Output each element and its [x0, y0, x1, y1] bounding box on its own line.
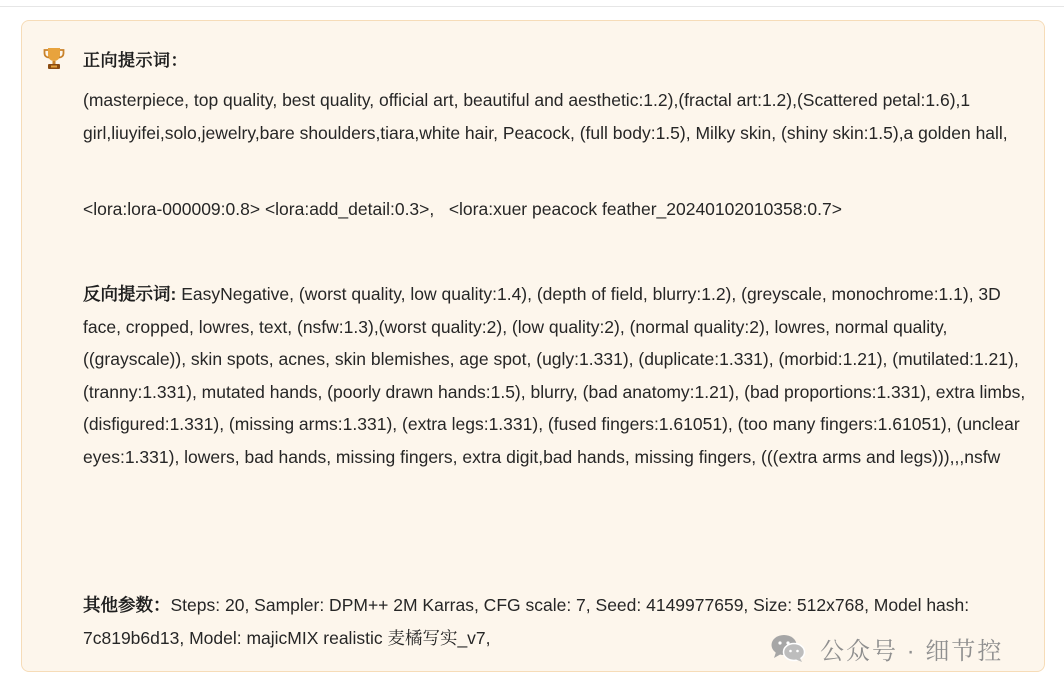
positive-prompt-header — [43, 45, 188, 71]
positive-prompt-title: 正向提示词： — [83, 50, 188, 70]
negative-prompt-text: EasyNegative, (worst quality, low quality:1.4), (depth of field, blurry:1.2), (greyscale, monochrome:1.1), 3D face, cropped, lowres, text, (nsfw:1.3),(worst quality:2), (low quality:2), (normal quality:2), lowres, normal quality, ((grayscale)), skin spots, acnes, skin blemishes, age spot, (ugly:1.331), (duplicate:1.331), (morbid:1.21), (mutilated:1.21), (tranny:1.331), mutated hands, (poorly drawn hands:1.5), blurry, (bad anatomy:1.21), (bad proportions:1.331), extra limbs, (disfigured:1.331), (missing arms:1.331), (extra legs:1.331), (fused fingers:1.61051), (too many fingers:1.61051), (unclear eyes:1.331), lowers, bad hands, missing fingers, extra digit,bad hands, missing fingers, (((extra arms and legs))),,,nsfw — [83, 284, 1026, 467]
top-divider — [0, 0, 1064, 7]
params-label: 其他参数： — [83, 595, 171, 615]
params-text: Steps: 20, Sampler: DPM++ 2M Karras, CFG scale: 7, Seed: 4149977659, Size: 512x768, Model hash: 7c819b6d13, Model: majicMIX realistic 麦橘写实_v7, — [83, 595, 970, 648]
lora-text: <lora:lora-000009:0.8> <lora:add_detail:0.3>, <lora:xuer peacock feather_20240102010358:0.7> — [83, 199, 842, 219]
wechat-icon — [770, 633, 806, 663]
negative-prompt-label: 反向提示词: — [83, 284, 177, 304]
trophy-icon — [43, 46, 65, 70]
positive-prompt-text: (masterpiece, top quality, best quality, official art, beautiful and aesthetic:1.2),(fractal art:1.2),(Scattered petal:1.6),1 girl,liuyifei,solo,jewelry,bare shoulders,tiara,white hair, Peacock, (full body:1.5), Milky skin, (shiny skin:1.5),a golden hall, — [83, 90, 1008, 143]
negative-prompt-block — [83, 278, 1033, 473]
watermark — [770, 630, 1003, 666]
watermark-text: 公众号 · 细节控 — [820, 637, 1004, 665]
prompt-card — [21, 20, 1045, 672]
